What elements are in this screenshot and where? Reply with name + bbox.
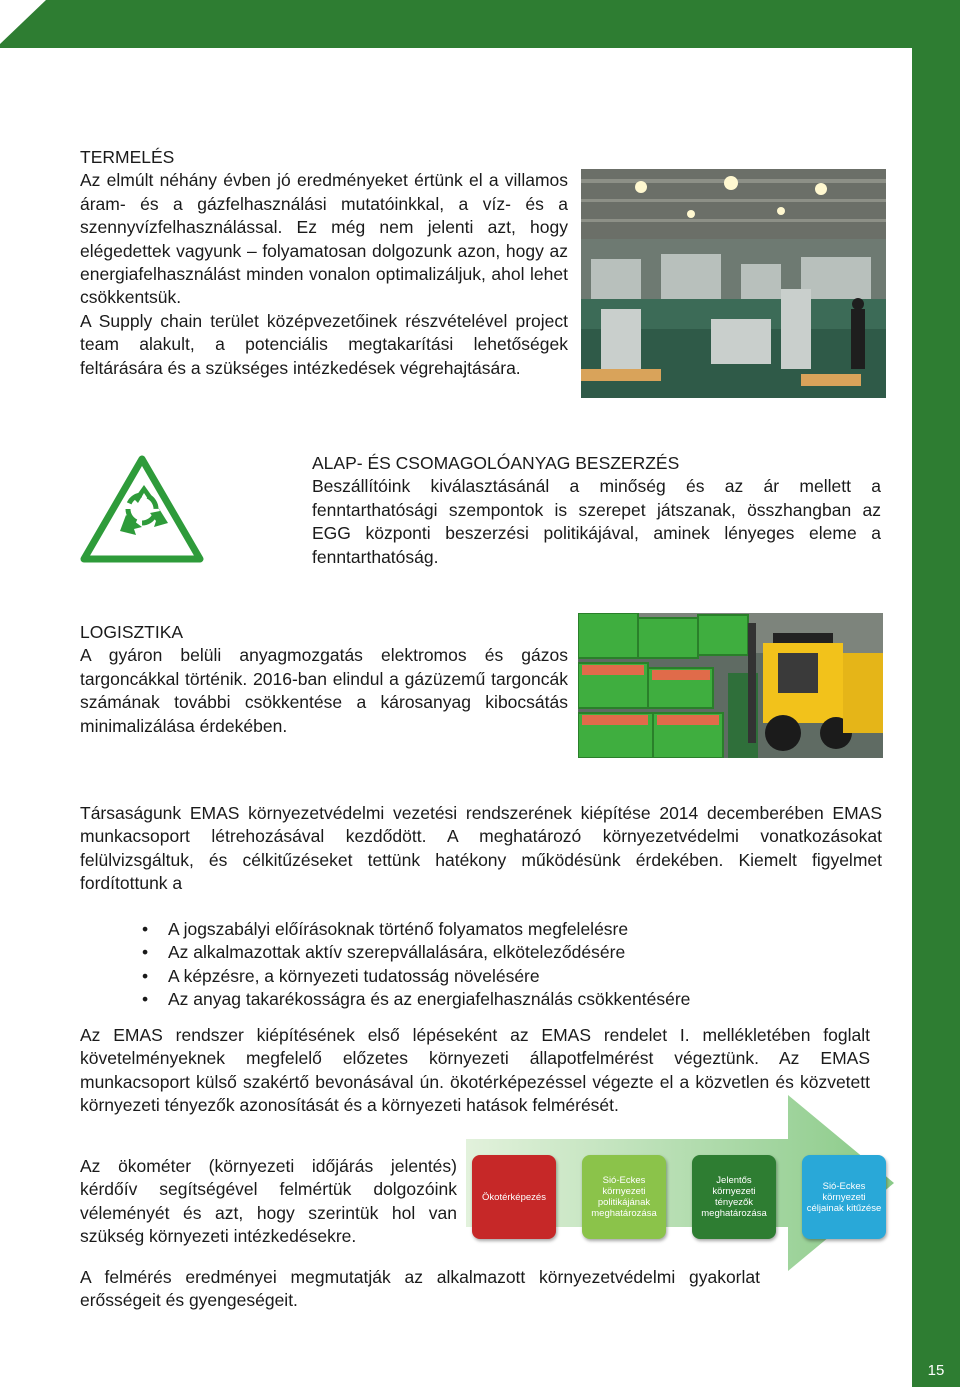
factory-production-line-photo (581, 169, 886, 398)
emas-paragraph-4: A felmérés eredményei megmutatják az alkalmazott környezetvédelmi gyakorlat erősségeit és gyengeségeit. (80, 1267, 760, 1311)
emas-paragraph-2: Az EMAS rendszer kiépítésének első lépéseként az EMAS rendelet I. mellékletében foglalt követelményeknek megfelelő előzetes környezeti állapotfelmérést végeztünk. Az EMAS munkacsoport külső szakértő bevonásával ún. ökotérképezéssel végezte el a közvetlen és közvetett környezeti tényezők azonosítását és a környezeti hatások felmérését. (80, 1025, 870, 1116)
recycle-icon (80, 455, 204, 563)
emas-process-diagram (466, 1095, 894, 1271)
list-item: • Az alkalmazottak aktív szerepvállalására, elköteleződésére (80, 941, 880, 964)
purchasing-section (312, 452, 881, 569)
logistics-heading: LOGISZTIKA (80, 622, 184, 642)
production-paragraph-2: A Supply chain terület középvezetőinek részvételével project team alakult, a potenciális megtakarítási lehetőségek feltárására és a szükséges intézkedések végrehajtására. (80, 310, 568, 378)
production-section (80, 146, 568, 380)
production-heading: TERMELÉS (80, 147, 175, 167)
page-number: 15 (927, 1362, 945, 1379)
emas-intro-paragraph: Társaságunk EMAS környezetvédelmi vezetési rendszerének kiépítése 2014 decemberében EMAS munkacsoport létrehozásával kezdődött. A meghatározó környezetvédelmi vonatkozásokat felülvizsgáltuk, és célkitűzéseket tettünk hatékony működésünk érdekében. Kiemelt figyelmet fordítottunk a (80, 803, 882, 894)
emas-paragraph-3: Az ökométer (környezeti időjárás jelentés) kérdőív segítségével felmértük dolgozóink véleményét és azt, hogy szerintük hol van szükség környezeti intézkedésekre. (80, 1156, 457, 1247)
right-green-band (912, 0, 960, 1387)
process-step-1: Ökotérképezés (472, 1155, 556, 1239)
logistics-section (80, 621, 568, 738)
top-green-band (0, 0, 960, 48)
purchasing-heading: ALAP- ÉS CSOMAGOLÓANYAG BESZERZÉS (312, 453, 680, 473)
emas-focus-list (80, 918, 880, 1012)
forklift-warehouse-photo (578, 613, 883, 758)
process-step-4: Sió-Eckes környezeti céljainak kitűzése (802, 1155, 886, 1239)
list-item: • Az anyag takarékosságra és az energiafelhasználás csökkentésére (80, 988, 880, 1011)
list-item: • A képzésre, a környezeti tudatosság növelésére (80, 965, 880, 988)
production-paragraph-1: Az elmúlt néhány évben jó eredményeket értünk el a villamos áram- és a gázfelhasználási mutatóinkkal, a víz- és a szennyvízfelhasználással. Ez még nem jelenti azt, hogy elégedettek vagyunk – folyamatosan dolgozunk azon, hogy az energiafelhasználást minden vonalon optimalizáljuk, ahol lehet csökkentsük. (80, 170, 568, 308)
purchasing-paragraph: Beszállítóink kiválasztásánál a minőség és az ár mellett a fenntarthatósági szempontok is szerepet játszanak, összhangban az EGG központi beszerzési politikájával, aminek lényeges eleme a fenntarthatóság. (312, 476, 881, 567)
list-item: • A jogszabályi előírásoknak történő folyamatos megfelelésre (80, 918, 880, 941)
process-step-3: Jelentős környezeti tényezők meghatározása (692, 1155, 776, 1239)
process-step-2: Sió-Eckes környezeti politikájának meghatározása (582, 1155, 666, 1239)
logistics-paragraph: A gyáron belüli anyagmozgatás elektromos és gázos targoncákkal történik. 2016-ban elindul a gázüzemű targoncák számának további csökkentése a károsanyag kibocsátás minimalizálása érdekében. (80, 645, 568, 736)
